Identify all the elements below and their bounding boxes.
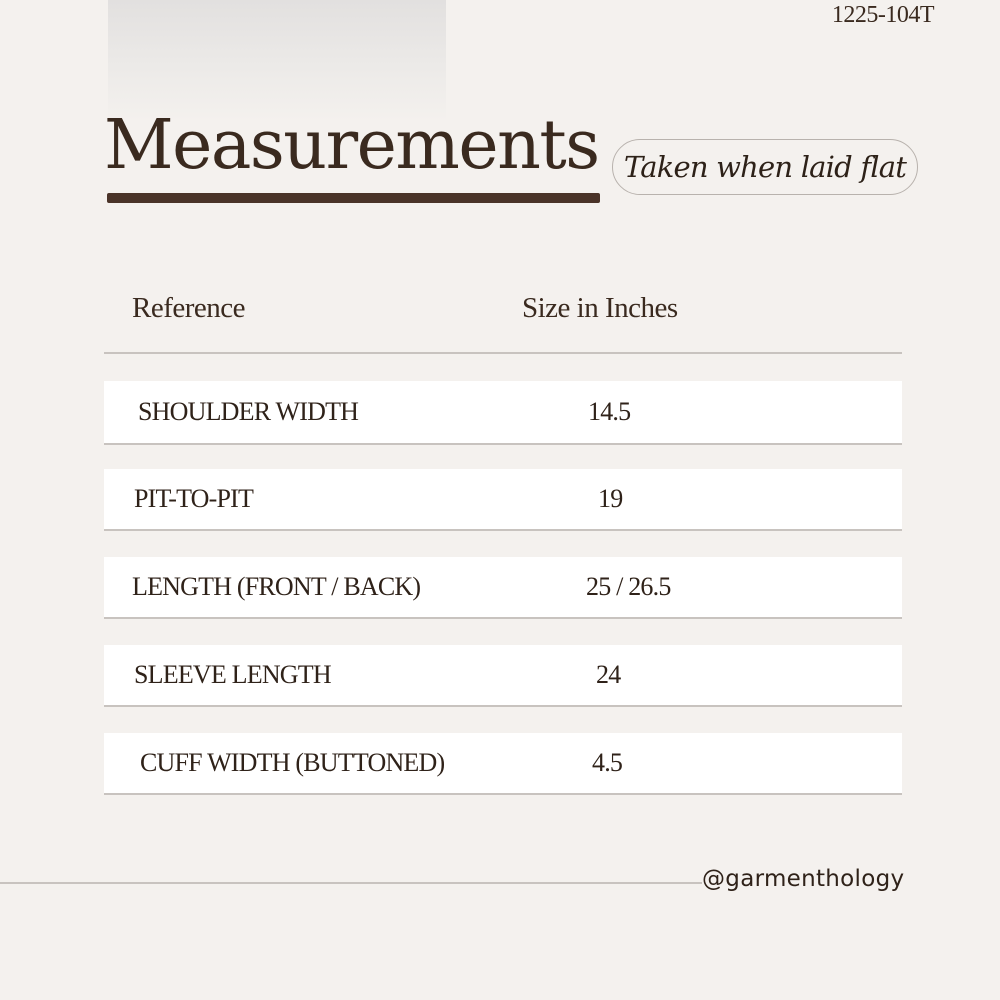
- header-size: Size in Inches: [522, 292, 678, 324]
- sku-code: 1225-104T: [831, 2, 934, 28]
- row-size: 24: [596, 660, 621, 689]
- table-row: [104, 733, 902, 795]
- footer-divider: [0, 882, 702, 884]
- row-reference: PIT-TO-PIT: [134, 484, 254, 513]
- social-handle: @garmenthology: [702, 866, 905, 892]
- row-reference: LENGTH (FRONT / BACK): [132, 572, 421, 601]
- row-size: 4.5: [592, 748, 623, 777]
- table-row: [104, 381, 902, 445]
- row-size: 19: [598, 484, 623, 513]
- subtitle-pill: Taken when laid flat: [612, 139, 918, 195]
- table-row: [104, 645, 902, 707]
- table-row: [104, 469, 902, 531]
- header-divider: [104, 352, 902, 354]
- table-header: [104, 288, 902, 338]
- page-title: Measurements: [104, 106, 599, 185]
- row-size: 14.5: [588, 397, 631, 426]
- header-reference: Reference: [132, 292, 246, 324]
- row-reference: CUFF WIDTH (BUTTONED): [140, 748, 445, 777]
- product-photo-fade: [108, 0, 446, 122]
- row-size: 25 / 26.5: [586, 572, 671, 601]
- title-underline: [107, 193, 600, 203]
- row-reference: SHOULDER WIDTH: [138, 397, 359, 426]
- row-reference: SLEEVE LENGTH: [134, 660, 331, 689]
- table-row: [104, 557, 902, 619]
